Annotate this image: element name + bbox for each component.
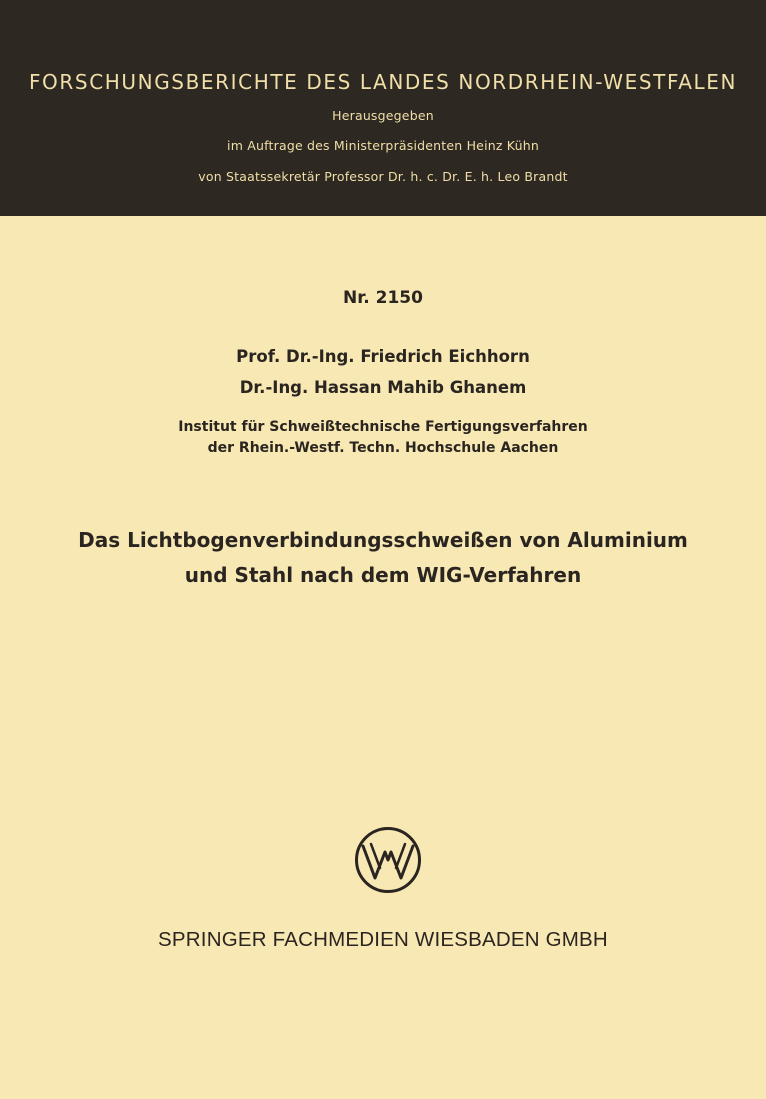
publisher-name: SPRINGER FACHMEDIEN WIESBADEN GMBH	[158, 928, 608, 951]
institute-line-1: Institut für Schweißtechnische Fertigungsverfahren	[178, 419, 588, 435]
author-1: Prof. Dr.-Ing. Friedrich Eichhorn	[236, 347, 530, 366]
series-title: FORSCHUNGSBERICHTE DES LANDES NORDRHEIN-WESTFALEN	[28, 70, 738, 94]
header-band	[0, 0, 766, 216]
book-title-line-1: Das Lichtbogenverbindungsschweißen von Aluminium	[78, 528, 688, 552]
header-line-secretary: von Staatssekretär Professor Dr. h. c. Dr. E. h. Leo Brandt	[198, 169, 568, 184]
report-number: Nr. 2150	[343, 288, 423, 308]
author-2: Dr.-Ing. Hassan Mahib Ghanem	[239, 378, 527, 397]
institute-line-2: der Rhein.-Westf. Techn. Hochschule Aachen	[207, 440, 559, 456]
header-line-commission: im Auftrage des Ministerpräsidenten Heinz Kühn	[227, 138, 539, 153]
header-line-editor: Herausgegeben	[332, 108, 434, 123]
book-title-line-2: und Stahl nach dem WIG-Verfahren	[184, 563, 582, 587]
publisher-logo-icon	[354, 826, 422, 894]
